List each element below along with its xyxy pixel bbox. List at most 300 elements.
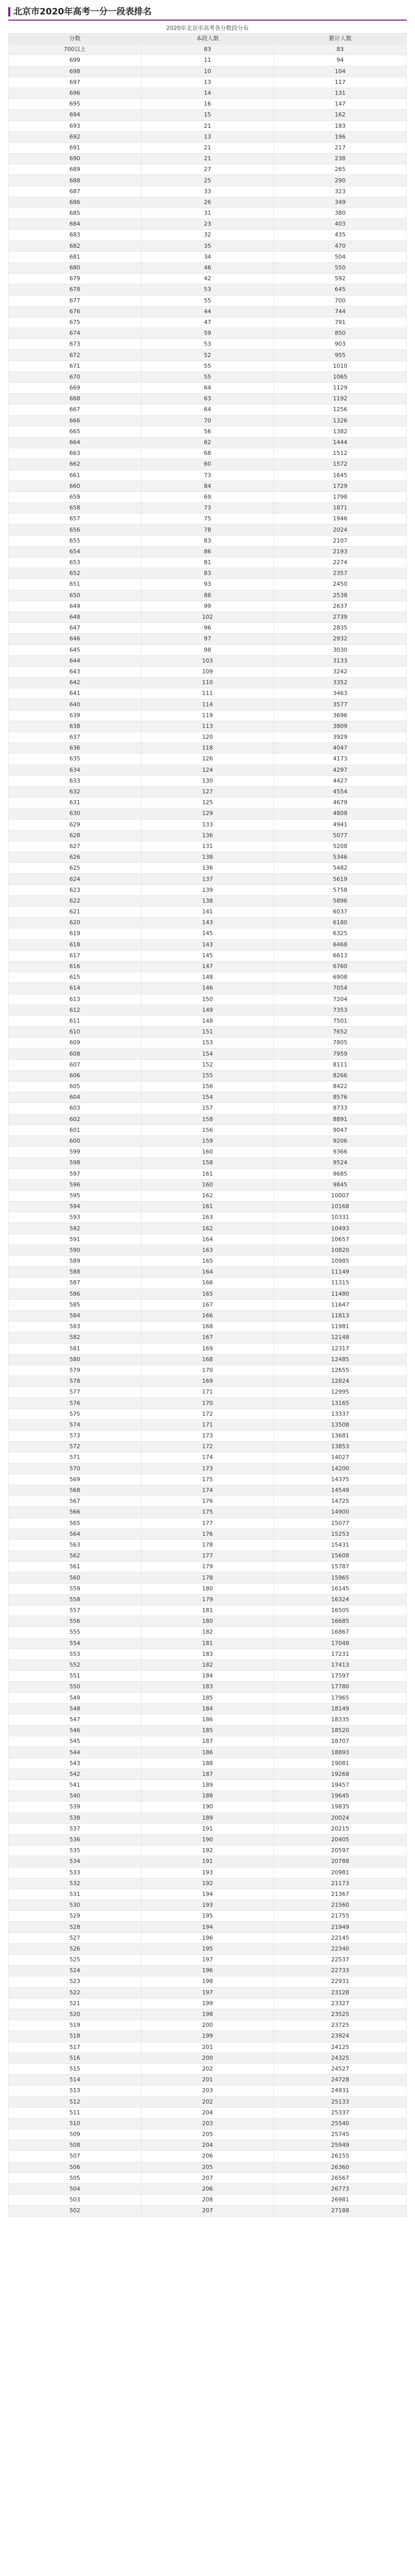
- cell-cumulative-count: 7054: [274, 983, 407, 994]
- table-row: [9, 1845, 407, 1856]
- table-row: [9, 1005, 407, 1015]
- cell-score: 597: [9, 1168, 142, 1179]
- cell-segment-count: 114: [141, 699, 274, 710]
- cell-cumulative-count: 470: [274, 241, 407, 251]
- table-row: [9, 1812, 407, 1823]
- cell-cumulative-count: 24325: [274, 2053, 407, 2063]
- column-header-cumulative-count: 累计人数: [274, 33, 407, 44]
- cell-cumulative-count: 10331: [274, 1212, 407, 1223]
- cell-score: 603: [9, 1103, 142, 1114]
- cell-score: 593: [9, 1212, 142, 1223]
- cell-score: 636: [9, 743, 142, 754]
- cell-segment-count: 190: [141, 1802, 274, 1812]
- cell-score: 623: [9, 885, 142, 895]
- cell-score: 635: [9, 754, 142, 765]
- cell-cumulative-count: 8422: [274, 1081, 407, 1092]
- table-row: [9, 524, 407, 535]
- cell-cumulative-count: 550: [274, 262, 407, 273]
- cell-score: 621: [9, 907, 142, 918]
- cell-cumulative-count: 8576: [274, 1092, 407, 1103]
- cell-segment-count: 195: [141, 1911, 274, 1922]
- cell-cumulative-count: 9047: [274, 1125, 407, 1136]
- cell-segment-count: 56: [141, 426, 274, 437]
- cell-score: 698: [9, 66, 142, 77]
- table-row: [9, 1452, 407, 1463]
- cell-score: 570: [9, 1463, 142, 1474]
- cell-segment-count: 103: [141, 655, 274, 666]
- cell-score: 675: [9, 317, 142, 328]
- cell-cumulative-count: 19268: [274, 1769, 407, 1780]
- cell-segment-count: 149: [141, 1005, 274, 1015]
- cell-score: 532: [9, 1878, 142, 1889]
- cell-cumulative-count: 19645: [274, 1791, 407, 1802]
- cell-score: 574: [9, 1419, 142, 1430]
- cell-cumulative-count: 14027: [274, 1452, 407, 1463]
- table-row: [9, 1965, 407, 1976]
- table-row: [9, 2107, 407, 2118]
- cell-score: 699: [9, 55, 142, 66]
- table-row: [9, 765, 407, 775]
- cell-segment-count: 182: [141, 1659, 274, 1670]
- table-row: [9, 2063, 407, 2074]
- table-row: [9, 1856, 407, 1867]
- table-row: [9, 142, 407, 153]
- table-row: [9, 1802, 407, 1812]
- column-header-score: 分数: [9, 33, 142, 44]
- cell-segment-count: 167: [141, 1299, 274, 1310]
- cell-segment-count: 165: [141, 1289, 274, 1299]
- table-row: [9, 1267, 407, 1278]
- cell-score: 634: [9, 765, 142, 775]
- cell-score: 665: [9, 426, 142, 437]
- cell-segment-count: 154: [141, 1048, 274, 1059]
- cell-cumulative-count: 1444: [274, 437, 407, 448]
- cell-segment-count: 138: [141, 895, 274, 906]
- table-row: [9, 230, 407, 241]
- cell-cumulative-count: 19835: [274, 1802, 407, 1812]
- cell-cumulative-count: 8733: [274, 1103, 407, 1114]
- table-row: [9, 1889, 407, 1900]
- cell-cumulative-count: 83: [274, 44, 407, 55]
- cell-cumulative-count: 13853: [274, 1442, 407, 1452]
- cell-segment-count: 31: [141, 208, 274, 219]
- cell-cumulative-count: 6180: [274, 918, 407, 928]
- cell-score: 511: [9, 2107, 142, 2118]
- cell-segment-count: 34: [141, 251, 274, 262]
- table-row: [9, 710, 407, 721]
- cell-segment-count: 208: [141, 2195, 274, 2206]
- cell-segment-count: 185: [141, 1725, 274, 1736]
- cell-segment-count: 98: [141, 645, 274, 655]
- table-row: [9, 1671, 407, 1682]
- table-row: [9, 503, 407, 514]
- cell-cumulative-count: 18520: [274, 1725, 407, 1736]
- cell-segment-count: 44: [141, 306, 274, 317]
- cell-cumulative-count: 3696: [274, 710, 407, 721]
- table-row: [9, 546, 407, 557]
- cell-cumulative-count: 9206: [274, 1136, 407, 1146]
- table-row: [9, 371, 407, 382]
- cell-cumulative-count: 25745: [274, 2129, 407, 2140]
- cell-score: 585: [9, 1299, 142, 1310]
- cell-cumulative-count: 20024: [274, 1812, 407, 1823]
- cell-segment-count: 73: [141, 503, 274, 514]
- cell-score: 510: [9, 2118, 142, 2129]
- cell-segment-count: 33: [141, 186, 274, 197]
- cell-score: 674: [9, 328, 142, 339]
- cell-score: 562: [9, 1551, 142, 1562]
- cell-segment-count: 83: [141, 568, 274, 579]
- cell-score: 630: [9, 808, 142, 819]
- table-row: [9, 164, 407, 175]
- table-row: [9, 2031, 407, 2042]
- cell-segment-count: 201: [141, 2075, 274, 2086]
- cell-segment-count: 84: [141, 481, 274, 492]
- cell-segment-count: 118: [141, 743, 274, 754]
- cell-segment-count: 207: [141, 2173, 274, 2183]
- table-row: [9, 284, 407, 295]
- cell-score: 653: [9, 557, 142, 568]
- table-row: [9, 1158, 407, 1168]
- cell-score: 551: [9, 1671, 142, 1682]
- cell-score: 503: [9, 2195, 142, 2206]
- table-row: [9, 1299, 407, 1310]
- cell-cumulative-count: 6037: [274, 907, 407, 918]
- table-row: [9, 1605, 407, 1616]
- cell-segment-count: 170: [141, 1398, 274, 1409]
- cell-cumulative-count: 238: [274, 154, 407, 164]
- cell-segment-count: 195: [141, 1943, 274, 1954]
- table-row: [9, 1343, 407, 1354]
- cell-cumulative-count: 4554: [274, 786, 407, 797]
- table-row: [9, 1834, 407, 1845]
- cell-segment-count: 166: [141, 1310, 274, 1321]
- cell-segment-count: 99: [141, 601, 274, 612]
- cell-segment-count: 169: [141, 1376, 274, 1387]
- cell-score: 561: [9, 1562, 142, 1572]
- table-row: [9, 1747, 407, 1758]
- cell-score: 538: [9, 1812, 142, 1823]
- cell-cumulative-count: 94: [274, 55, 407, 66]
- cell-segment-count: 127: [141, 786, 274, 797]
- cell-segment-count: 15: [141, 110, 274, 121]
- cell-segment-count: 133: [141, 819, 274, 830]
- cell-segment-count: 139: [141, 885, 274, 895]
- cell-score: 604: [9, 1092, 142, 1103]
- cell-score: 566: [9, 1507, 142, 1518]
- cell-cumulative-count: 23525: [274, 2009, 407, 2020]
- cell-segment-count: 156: [141, 1125, 274, 1136]
- table-row: [9, 55, 407, 66]
- cell-cumulative-count: 5896: [274, 895, 407, 906]
- cell-score: 513: [9, 2086, 142, 2096]
- cell-score: 525: [9, 1955, 142, 1965]
- cell-cumulative-count: 645: [274, 284, 407, 295]
- cell-segment-count: 167: [141, 1332, 274, 1343]
- cell-cumulative-count: 850: [274, 328, 407, 339]
- table-row: [9, 1059, 407, 1070]
- cell-score: 643: [9, 666, 142, 677]
- cell-segment-count: 199: [141, 1998, 274, 2009]
- table-row: [9, 2118, 407, 2129]
- cell-score: 632: [9, 786, 142, 797]
- cell-score: 696: [9, 88, 142, 98]
- cell-cumulative-count: 17413: [274, 1659, 407, 1670]
- cell-score: 591: [9, 1234, 142, 1245]
- cell-cumulative-count: 2107: [274, 535, 407, 546]
- table-row: [9, 2183, 407, 2194]
- table-row: [9, 677, 407, 688]
- table-row: [9, 1474, 407, 1485]
- cell-score: 651: [9, 579, 142, 590]
- cell-cumulative-count: 1645: [274, 470, 407, 481]
- table-row: [9, 612, 407, 622]
- cell-segment-count: 192: [141, 1845, 274, 1856]
- table-row: [9, 1015, 407, 1026]
- table-row: [9, 1212, 407, 1223]
- table-row: [9, 1409, 407, 1419]
- cell-segment-count: 163: [141, 1245, 274, 1256]
- cell-score: 545: [9, 1736, 142, 1747]
- table-row: [9, 1649, 407, 1659]
- cell-cumulative-count: 955: [274, 350, 407, 361]
- cell-cumulative-count: 18149: [274, 1703, 407, 1714]
- cell-segment-count: 161: [141, 1168, 274, 1179]
- cell-segment-count: 198: [141, 2009, 274, 2020]
- cell-cumulative-count: 9685: [274, 1168, 407, 1179]
- cell-score: 607: [9, 1059, 142, 1070]
- cell-segment-count: 187: [141, 1736, 274, 1747]
- cell-segment-count: 10: [141, 66, 274, 77]
- cell-score: 577: [9, 1387, 142, 1398]
- cell-cumulative-count: 9366: [274, 1147, 407, 1158]
- cell-segment-count: 70: [141, 415, 274, 426]
- cell-cumulative-count: 26567: [274, 2173, 407, 2183]
- cell-cumulative-count: 9524: [274, 1158, 407, 1168]
- table-caption: 2020年北京市高考各分数段分布: [166, 25, 249, 31]
- cell-score: 548: [9, 1703, 142, 1714]
- cell-segment-count: 148: [141, 972, 274, 983]
- cell-cumulative-count: 15077: [274, 1518, 407, 1529]
- cell-cumulative-count: 131: [274, 88, 407, 98]
- cell-score: 560: [9, 1572, 142, 1583]
- cell-score: 640: [9, 699, 142, 710]
- cell-score: 559: [9, 1583, 142, 1594]
- cell-segment-count: 194: [141, 1889, 274, 1900]
- cell-segment-count: 88: [141, 590, 274, 601]
- cell-score: 668: [9, 394, 142, 404]
- cell-score: 650: [9, 590, 142, 601]
- table-row: [9, 786, 407, 797]
- cell-segment-count: 145: [141, 928, 274, 939]
- cell-score: 671: [9, 361, 142, 371]
- cell-segment-count: 174: [141, 1485, 274, 1496]
- table-row: [9, 1878, 407, 1889]
- cell-cumulative-count: 323: [274, 186, 407, 197]
- cell-cumulative-count: 15787: [274, 1562, 407, 1572]
- cell-segment-count: 163: [141, 1212, 274, 1223]
- cell-score: 524: [9, 1965, 142, 1976]
- cell-cumulative-count: 21367: [274, 1889, 407, 1900]
- cell-cumulative-count: 2024: [274, 524, 407, 535]
- table-row: [9, 721, 407, 732]
- table-row: [9, 1736, 407, 1747]
- cell-score: 587: [9, 1278, 142, 1289]
- cell-cumulative-count: 14725: [274, 1496, 407, 1507]
- cell-segment-count: 174: [141, 1452, 274, 1463]
- cell-score: 527: [9, 1933, 142, 1943]
- table-row: [9, 197, 407, 208]
- table-row: [9, 798, 407, 808]
- cell-score: 613: [9, 994, 142, 1005]
- cell-score: 614: [9, 983, 142, 994]
- cell-segment-count: 204: [141, 2140, 274, 2151]
- cell-cumulative-count: 5208: [274, 841, 407, 852]
- table-row: [9, 1823, 407, 1834]
- cell-cumulative-count: 7805: [274, 1038, 407, 1048]
- cell-cumulative-count: 7204: [274, 994, 407, 1005]
- table-row: [9, 754, 407, 765]
- cell-segment-count: 207: [141, 2206, 274, 2216]
- cell-cumulative-count: 19081: [274, 1758, 407, 1769]
- cell-cumulative-count: 21949: [274, 1922, 407, 1933]
- table-row: [9, 1638, 407, 1649]
- cell-score: 542: [9, 1769, 142, 1780]
- table-row: [9, 1234, 407, 1245]
- table-row: [9, 99, 407, 110]
- cell-segment-count: 198: [141, 1976, 274, 1987]
- table-row: [9, 383, 407, 394]
- table-row: [9, 186, 407, 197]
- table-row: [9, 2009, 407, 2020]
- cell-cumulative-count: 22340: [274, 1943, 407, 1954]
- cell-cumulative-count: 20405: [274, 1834, 407, 1845]
- cell-score: 693: [9, 121, 142, 131]
- cell-score: 646: [9, 634, 142, 645]
- cell-score: 576: [9, 1398, 142, 1409]
- cell-segment-count: 206: [141, 2151, 274, 2162]
- table-row: [9, 1092, 407, 1103]
- cell-score: 523: [9, 1976, 142, 1987]
- cell-cumulative-count: 12995: [274, 1387, 407, 1398]
- cell-segment-count: 158: [141, 1158, 274, 1168]
- cell-cumulative-count: 18335: [274, 1714, 407, 1725]
- table-row: [9, 841, 407, 852]
- table-row: [9, 1081, 407, 1092]
- table-row: [9, 1463, 407, 1474]
- table-row: [9, 1725, 407, 1736]
- cell-segment-count: 75: [141, 514, 274, 524]
- table-row: [9, 1791, 407, 1802]
- cell-score: 595: [9, 1190, 142, 1201]
- table-row: [9, 1551, 407, 1562]
- cell-cumulative-count: 2450: [274, 579, 407, 590]
- table-row: [9, 1867, 407, 1878]
- cell-score: 557: [9, 1605, 142, 1616]
- cell-cumulative-count: 10493: [274, 1223, 407, 1234]
- cell-segment-count: 175: [141, 1474, 274, 1485]
- table-row: [9, 2151, 407, 2162]
- cell-segment-count: 178: [141, 1539, 274, 1550]
- cell-score: 505: [9, 2173, 142, 2183]
- cell-segment-count: 137: [141, 874, 274, 885]
- cell-cumulative-count: 7959: [274, 1048, 407, 1059]
- cell-score: 676: [9, 306, 142, 317]
- table-row: [9, 1900, 407, 1911]
- cell-cumulative-count: 3929: [274, 732, 407, 743]
- cell-score: 555: [9, 1627, 142, 1638]
- cell-segment-count: 156: [141, 1081, 274, 1092]
- cell-segment-count: 152: [141, 1059, 274, 1070]
- cell-score: 590: [9, 1245, 142, 1256]
- cell-cumulative-count: 10168: [274, 1201, 407, 1212]
- cell-segment-count: 193: [141, 1867, 274, 1878]
- cell-score: 625: [9, 863, 142, 874]
- cell-cumulative-count: 5758: [274, 885, 407, 895]
- table-row: [9, 426, 407, 437]
- cell-cumulative-count: 17048: [274, 1638, 407, 1649]
- cell-cumulative-count: 2538: [274, 590, 407, 601]
- cell-score: 580: [9, 1354, 142, 1365]
- cell-score: 592: [9, 1223, 142, 1234]
- cell-segment-count: 143: [141, 918, 274, 928]
- cell-segment-count: 177: [141, 1518, 274, 1529]
- table-row: [9, 404, 407, 415]
- cell-score: 616: [9, 961, 142, 972]
- cell-cumulative-count: 8891: [274, 1114, 407, 1125]
- cell-segment-count: 181: [141, 1638, 274, 1649]
- cell-score: 531: [9, 1889, 142, 1900]
- table-row: [9, 895, 407, 906]
- cell-segment-count: 64: [141, 404, 274, 415]
- cell-score: 584: [9, 1310, 142, 1321]
- cell-cumulative-count: 6613: [274, 950, 407, 961]
- cell-cumulative-count: 26155: [274, 2151, 407, 2162]
- cell-cumulative-count: 15608: [274, 1551, 407, 1562]
- cell-cumulative-count: 104: [274, 66, 407, 77]
- table-row: [9, 1714, 407, 1725]
- cell-segment-count: 27: [141, 164, 274, 175]
- cell-segment-count: 169: [141, 1343, 274, 1354]
- table-row: [9, 415, 407, 426]
- cell-segment-count: 125: [141, 798, 274, 808]
- cell-score: 596: [9, 1179, 142, 1190]
- cell-cumulative-count: 24527: [274, 2063, 407, 2074]
- table-row: [9, 1518, 407, 1529]
- table-body: [9, 44, 407, 2216]
- cell-score: 669: [9, 383, 142, 394]
- cell-cumulative-count: 16324: [274, 1594, 407, 1605]
- cell-cumulative-count: 2357: [274, 568, 407, 579]
- cell-score: 606: [9, 1070, 142, 1081]
- cell-score: 529: [9, 1911, 142, 1922]
- cell-score: 553: [9, 1649, 142, 1659]
- cell-score: 535: [9, 1845, 142, 1856]
- cell-cumulative-count: 23128: [274, 1987, 407, 1998]
- cell-cumulative-count: 22537: [274, 1955, 407, 1965]
- table-row: [9, 361, 407, 371]
- cell-segment-count: 73: [141, 470, 274, 481]
- cell-segment-count: 157: [141, 1103, 274, 1114]
- cell-cumulative-count: 3577: [274, 699, 407, 710]
- cell-score: 627: [9, 841, 142, 852]
- cell-score: 540: [9, 1791, 142, 1802]
- cell-score: 618: [9, 939, 142, 950]
- cell-segment-count: 205: [141, 2162, 274, 2173]
- table-row: [9, 251, 407, 262]
- cell-segment-count: 93: [141, 579, 274, 590]
- cell-score: 611: [9, 1015, 142, 1026]
